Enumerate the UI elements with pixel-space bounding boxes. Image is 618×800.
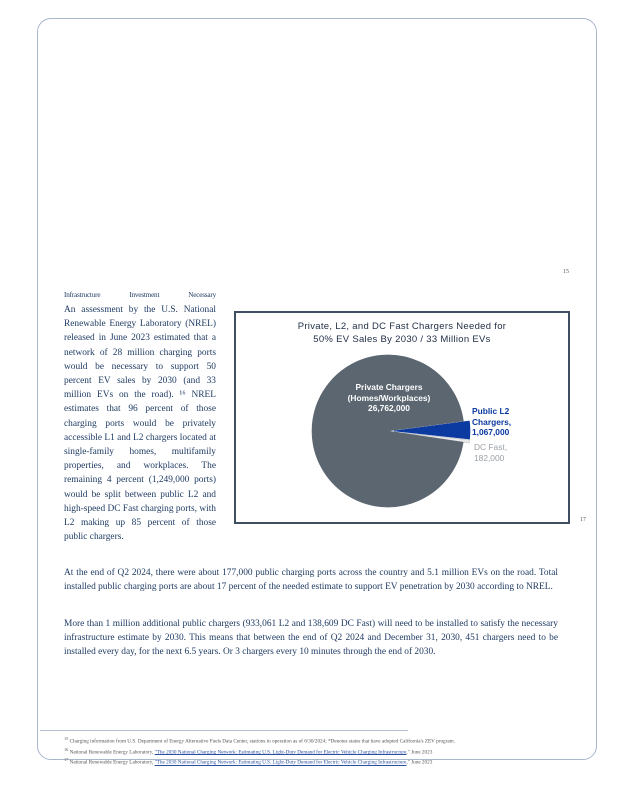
page-number-right: 17 bbox=[580, 517, 586, 523]
footnote-16 bbox=[64, 746, 564, 757]
footnote-17 bbox=[64, 756, 564, 767]
footnote-16-suffix: ," June 2023 bbox=[406, 749, 433, 756]
label-public-l2 bbox=[472, 406, 522, 438]
footnote-16-text: National Renewable Energy Laboratory, bbox=[69, 749, 155, 756]
label-dc-fast-value: 182,000 bbox=[474, 452, 505, 463]
label-dc-fast-line1: DC Fast, bbox=[474, 442, 508, 452]
footnote-16-number: 16 bbox=[64, 746, 69, 752]
footnote-15-text: Charging information from U.S. Department of Energy Alternative Fuels Data Center, stations in operation as of 6/30/2024; *Denotes states that have adopted California's ZEV program. bbox=[69, 738, 456, 745]
footnote-17-link[interactable]: "The 2030 National Charging Network: Estimating U.S. Light-Duty Demand for Electric Vehicle Charging Infrastructure bbox=[154, 760, 407, 767]
footnote-17-text: National Renewable Energy Laboratory, bbox=[69, 760, 155, 767]
section-heading: Infrastructure Investment Necessary bbox=[64, 291, 216, 299]
footnotes bbox=[64, 735, 564, 767]
label-public-l2-line1: Public L2 bbox=[472, 406, 510, 416]
footnote-15-number: 15 bbox=[64, 736, 69, 741]
label-private-value: 26,762,000 bbox=[368, 403, 410, 413]
chart-title-line2: 50% EV Sales By 2030 / 33 Million EVs bbox=[313, 334, 491, 345]
paragraph-2: At the end of Q2 2024, there were about 177,000 public charging ports across the country and 5.1 million EVs on the road. Total installed public charging ports are about 17 percent of the needed estimate to support EV penetration by 2030 according to NREL. bbox=[64, 568, 558, 593]
footnote-16-link[interactable]: "The 2030 National Charging Network: Estimating U.S. Light-Duty Demand for Electric Vehicle Charging Infrastructure bbox=[154, 749, 407, 756]
pie-chart bbox=[234, 311, 570, 524]
label-private-line2: (Homes/Workplaces) bbox=[347, 392, 431, 403]
label-public-l2-line2: Chargers, bbox=[472, 416, 512, 427]
label-private-line1: Private Chargers bbox=[355, 382, 423, 392]
label-public-l2-value: 1,067,000 bbox=[472, 427, 510, 437]
footnote-17-suffix: ," June 2023 bbox=[406, 760, 433, 767]
left-paragraph: An assessment by the U.S. National Renewable Energy Laboratory (NREL) released in June 2023 estimated that a network of 28 million charging ports would be necessary to support 50 percent EV sales by 2030 (and 33 million EVs on the road). ¹⁶ NREL estimates that 96 percent of those charging ports would be privately accessible L1 and L2 chargers located at single-family homes, multifamily properties, and workplaces. The remaining 4 percent (1,249,000 ports) would be split between public L2 and high-speed DC Fast charging ports, with L2 making up 85 percent of those public chargers. bbox=[64, 305, 216, 543]
page-number-top: 15 bbox=[563, 269, 569, 275]
footnote-15 bbox=[64, 735, 564, 746]
chart-title-line1: Private, L2, and DC Fast Chargers Needed for bbox=[297, 321, 507, 332]
footnote-17-number: 17 bbox=[64, 757, 69, 763]
footnote-rule bbox=[40, 730, 408, 731]
paragraph-3: More than 1 million additional public chargers (933,061 L2 and 138,609 DC Fast) will need to be installed to satisfy the necessary infrastructure estimate by 2030. This means that between the end of Q2 2024 and December 31, 2030, 451 chargers need to be installed every day, for the next 6.5 years. Or 3 chargers every 10 minutes through the end of 2030. bbox=[64, 619, 558, 658]
label-dc-fast bbox=[474, 442, 524, 463]
label-private bbox=[336, 382, 442, 414]
